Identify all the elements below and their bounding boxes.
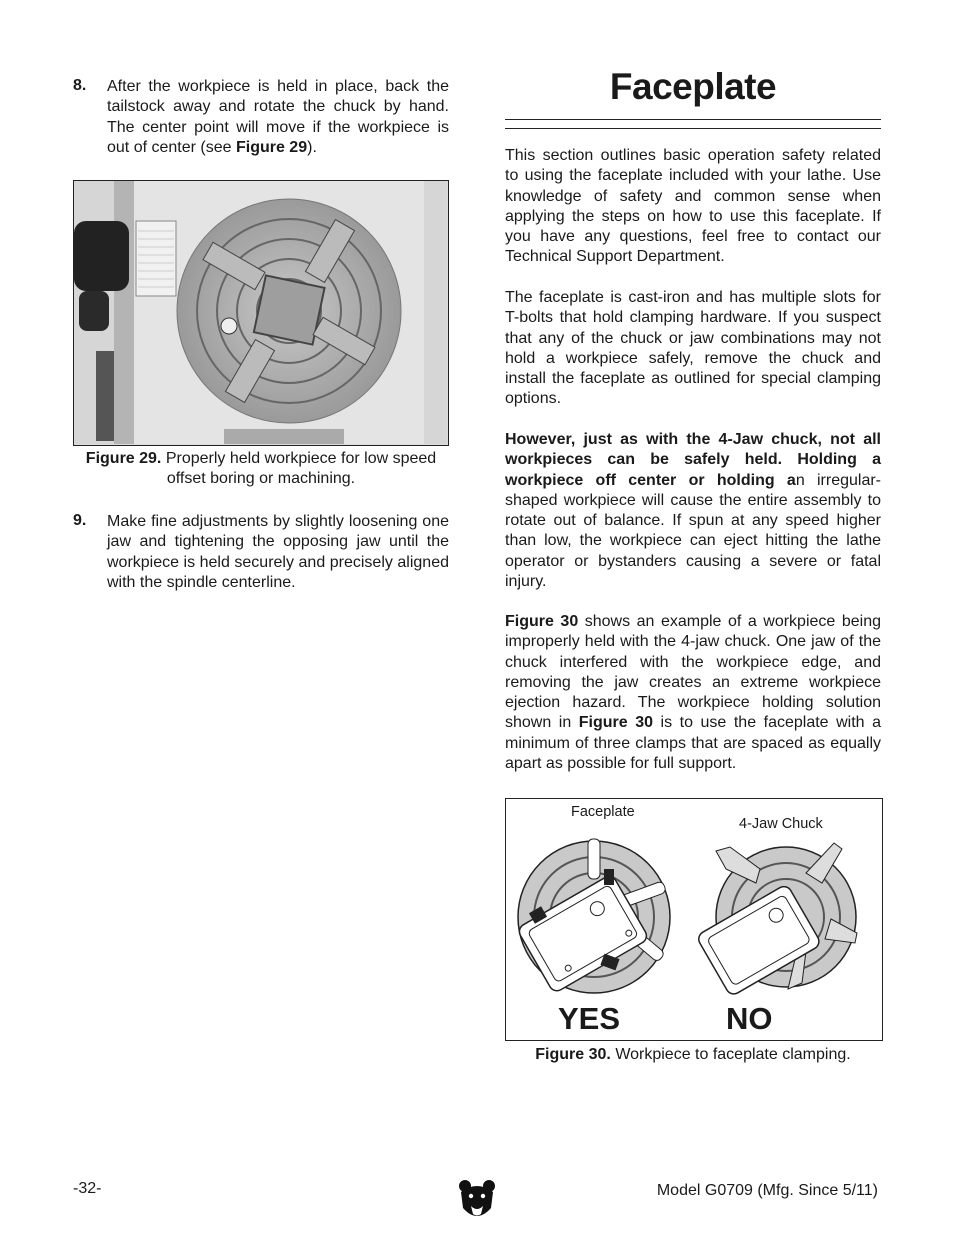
faceplate-label: Faceplate: [571, 804, 635, 820]
step-number: 8.: [73, 77, 87, 94]
model-info: Model G0709 (Mfg. Since 5/11): [656, 1182, 878, 1199]
figure-reference: Figure 29: [235, 138, 308, 156]
figure-30-diagram: [505, 798, 883, 1041]
paragraph-figure30: Figure 30 shows an example of a workpiece being improperly held with the 4-jaw chuck. One jaw of the chuck interfered with the workpiece edge, and removing the jaw creates an extreme workpiece ejection hazard. The workpiece holding solution shown in Figure 30 is to use the faceplate with a minimum of three clamps that are spaced as equally apart as possible for full support.: [505, 613, 882, 773]
page-number: -32-: [73, 1180, 102, 1197]
figure-29-photo: [73, 180, 449, 446]
figure-reference: Figure 30: [505, 613, 579, 630]
title-rule-top: [505, 119, 881, 120]
title-rule-bottom: [505, 128, 881, 129]
clamping-illustration: [506, 829, 881, 999]
figure-29-caption: Figure 29. Properly held workpiece for low speed offset boring or machining.: [85, 450, 437, 487]
paragraph-faceplate: The faceplate is cast-iron and has multiple slots for T-bolts that hold clamping hardware. If you suspect that any of the chuck or jaw combinations may not hold a workpiece safely, remove the chuck and install the faceplate as outlined for special clamping options.: [505, 289, 881, 408]
paragraph-intro: This section outlines basic operation safety related to using the faceplate included with your lathe. Use knowledge of safety and common sense when applying the steps on how to use this faceplate. If you have any questions, feel free to contact our Technical Support Department.: [505, 147, 881, 266]
bear-logo-icon: [457, 1178, 497, 1222]
figure-reference: Figure 30: [578, 714, 654, 732]
step-text: Make fine adjustments by slightly loosening one jaw and tightening the opposing jaw until the workpiece is held securely and precisely aligned with the spindle centerline.: [107, 513, 449, 591]
lathe-chuck-photo: [74, 181, 447, 444]
section-title: Faceplate: [609, 66, 777, 107]
chuck-label: 4-Jaw Chuck: [739, 816, 823, 832]
paragraph-warning: However, just as with the 4-Jaw chuck, not all workpieces can be safely held. Holding a workpiece off center or holding an irregular-shaped workpiece will cause the entire assembly to rotate out of balance. If spun at any speed higher than low, the workpiece can eject hitting the lathe operator or bystanders causing a severe or fatal injury.: [505, 431, 882, 591]
step-text: After the workpiece is held in place, back the tailstock away and rotate the chuck by hand. The center point will move if the workpiece is out of center (see Figure 29).: [107, 78, 449, 156]
step-number: 9.: [73, 512, 87, 529]
no-label: NO: [726, 1001, 773, 1036]
figure-30-caption: Figure 30. Workpiece to faceplate clamping.: [535, 1046, 851, 1063]
yes-label: YES: [558, 1001, 621, 1036]
